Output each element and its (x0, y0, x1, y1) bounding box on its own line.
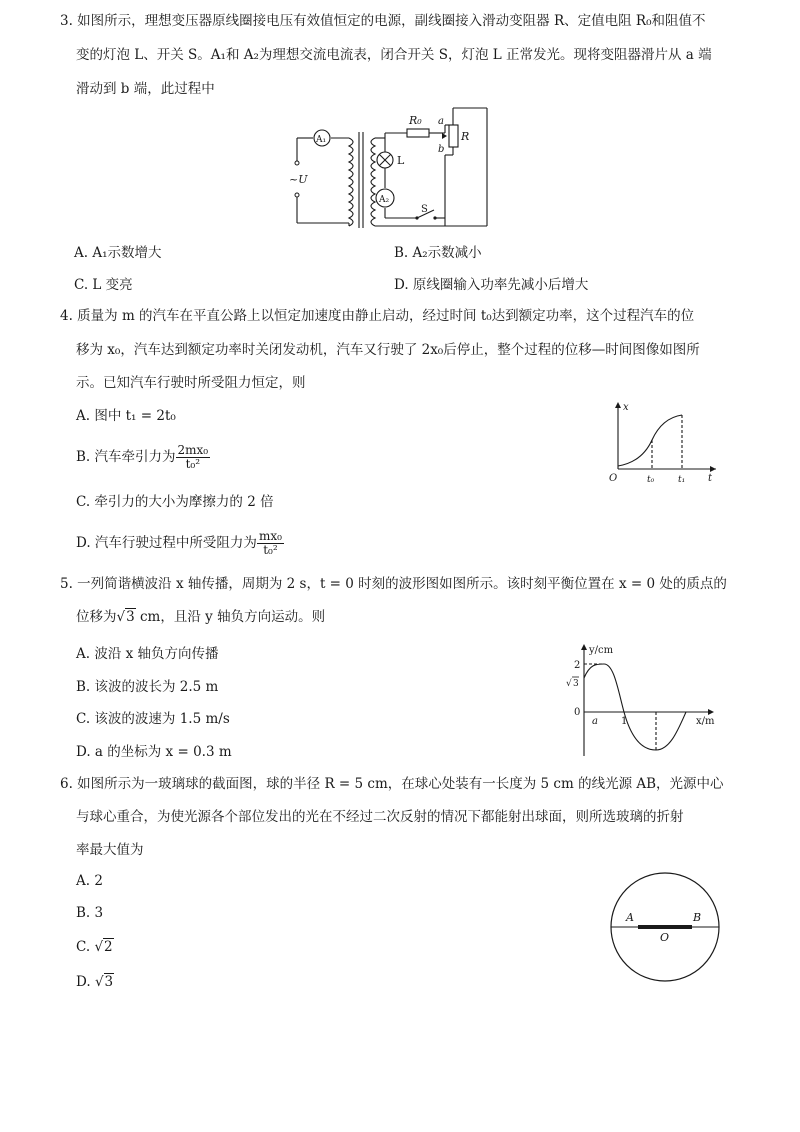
q5-graph-root3: 3 (573, 679, 579, 689)
q3-source-label: ~U (289, 173, 308, 186)
q4-option-d-fraction (257, 530, 284, 557)
q4-option-d-denominator: t₀² (263, 543, 278, 557)
q5-wave-graph (562, 640, 732, 762)
q6-stem-line1: 6. 如图所示为一玻璃球的截面图，球的半径 R = 5 cm，在球心处装有一长度为 5 cm 的线光源 AB，光源中心 (60, 776, 724, 792)
q3-lamp-label: L (397, 154, 405, 167)
q3-stem-line2: 变的灯泡 L、开关 S。A₁和 A₂为理想交流电流表，闭合开关 S，灯泡 L 正常发光。现将变阻器滑片从 a 端 (76, 47, 712, 63)
q4-position-time-graph (600, 396, 725, 488)
q6-option-d: D. √3 (76, 974, 114, 990)
q4-graph-y-label: x (623, 402, 629, 413)
q3-stem-line1: 3. 如图所示，理想变压器原线圈接电压有效值恒定的电源，副线圈接入滑动变阻器 R、定值电阻 R₀和阻值不 (60, 13, 706, 29)
q3-a1-label: A₁ (316, 135, 327, 145)
q5-stem-line1: 5. 一列简谐横波沿 x 轴传播，周期为 2 s，t = 0 时刻的波形图如图所示。该时刻平衡位置在 x = 0 处的质点的 (60, 576, 727, 592)
q4-stem-line1: 4. 质量为 m 的汽车在平直公路上以恒定加速度由静止启动，经过时间 t₀达到额定功率，这个过程汽车的位 (60, 308, 695, 324)
q6-stem-line3: 率最大值为 (76, 842, 144, 858)
q4-option-c: C. 牵引力的大小为摩擦力的 2 倍 (76, 494, 274, 510)
q3-a2-label: A₂ (379, 195, 390, 205)
q5-stem-line2-pre: 位移为 (76, 609, 117, 625)
q4-graph-x-label: t (708, 473, 713, 484)
q3-r0-label: R₀ (409, 114, 422, 127)
q4-option-d (76, 528, 284, 558)
q6-glass-sphere-figure (604, 868, 726, 990)
q4-graph-origin: O (609, 473, 618, 484)
q3-option-b: B. A₂示数减小 (394, 245, 482, 261)
q5-graph-sqrt-sign: √ (566, 679, 572, 689)
q4-option-a: A. 图中 t₁ = 2t₀ (76, 408, 176, 424)
q4-option-b-fraction (176, 444, 211, 471)
q5-graph-zero: 0 (574, 707, 581, 718)
q5-stem-line2: 位移为√3 cm，且沿 y 轴负方向运动。则 (76, 609, 326, 625)
q5-graph-one: 1 (621, 716, 628, 727)
q6-option-c: C. √2 (76, 939, 113, 955)
q4-stem-line2: 移为 x₀，汽车达到额定功率时关闭发动机，汽车又行驶了 2x₀后停止，整个过程的位移—时间图像如图所 (76, 342, 700, 358)
q4-stem-line3: 示。已知汽车行驶时所受阻力恒定，则 (76, 375, 306, 391)
q6-label-b: B (693, 911, 702, 924)
q4-graph-t1: t₁ (678, 475, 686, 485)
q5-option-a: A. 波沿 x 轴负方向传播 (76, 646, 219, 662)
q5-stem-line2-post: cm，且沿 y 轴负方向运动。则 (135, 609, 326, 625)
q3-option-c: C. L 变亮 (74, 277, 133, 293)
q3-r-label: R (461, 130, 470, 143)
q4-option-d-numerator: mx₀ (258, 529, 282, 543)
q4-option-b (76, 442, 210, 472)
q5-graph-x-label: x/m (696, 716, 715, 727)
q5-option-d: D. a 的坐标为 x = 0.3 m (76, 744, 232, 760)
q6-option-d-prefix: D. (76, 974, 95, 990)
q4-option-d-text: D. 汽车行驶过程中所受阻力为 (76, 535, 257, 551)
q6-option-d-root: 3 (104, 974, 114, 990)
q5-graph-a: a (592, 716, 598, 727)
q5-graph-y-label: y/cm (589, 645, 614, 656)
q6-option-c-prefix: C. (76, 939, 95, 955)
q4-option-b-denominator: t₀² (185, 457, 201, 471)
q4-graph-t0: t₀ (647, 475, 655, 485)
q5-option-c: C. 该波的波速为 1.5 m/s (76, 711, 230, 727)
q5-graph-amplitude: 2 (574, 660, 581, 671)
q3-a-label: a (438, 116, 444, 127)
q3-circuit-diagram (285, 100, 495, 230)
q6-option-c-root: 2 (104, 939, 113, 955)
q6-option-b: B. 3 (76, 905, 104, 921)
q4-option-b-numerator: 2mx₀ (177, 443, 209, 457)
q5-stem-sqrt: 3 (126, 609, 135, 625)
q3-option-d: D. 原线圈输入功率先减小后增大 (394, 277, 589, 293)
q3-option-a: A. A₁示数增大 (74, 245, 162, 261)
q3-stem-line3: 滑动到 b 端，此过程中 (76, 81, 215, 97)
q4-option-b-text: B. 汽车牵引力为 (76, 449, 176, 465)
q5-option-b: B. 该波的波长为 2.5 m (76, 679, 219, 695)
q3-b-label: b (438, 144, 445, 155)
q6-stem-line2: 与球心重合，为使光源各个部位发出的光在不经过二次反射的情况下都能射出球面，则所选玻璃的折射 (76, 809, 684, 825)
q6-label-a: A (626, 911, 634, 924)
q6-option-a: A. 2 (76, 873, 103, 889)
q6-label-o: O (660, 931, 670, 944)
q3-switch-label: S (421, 204, 428, 215)
